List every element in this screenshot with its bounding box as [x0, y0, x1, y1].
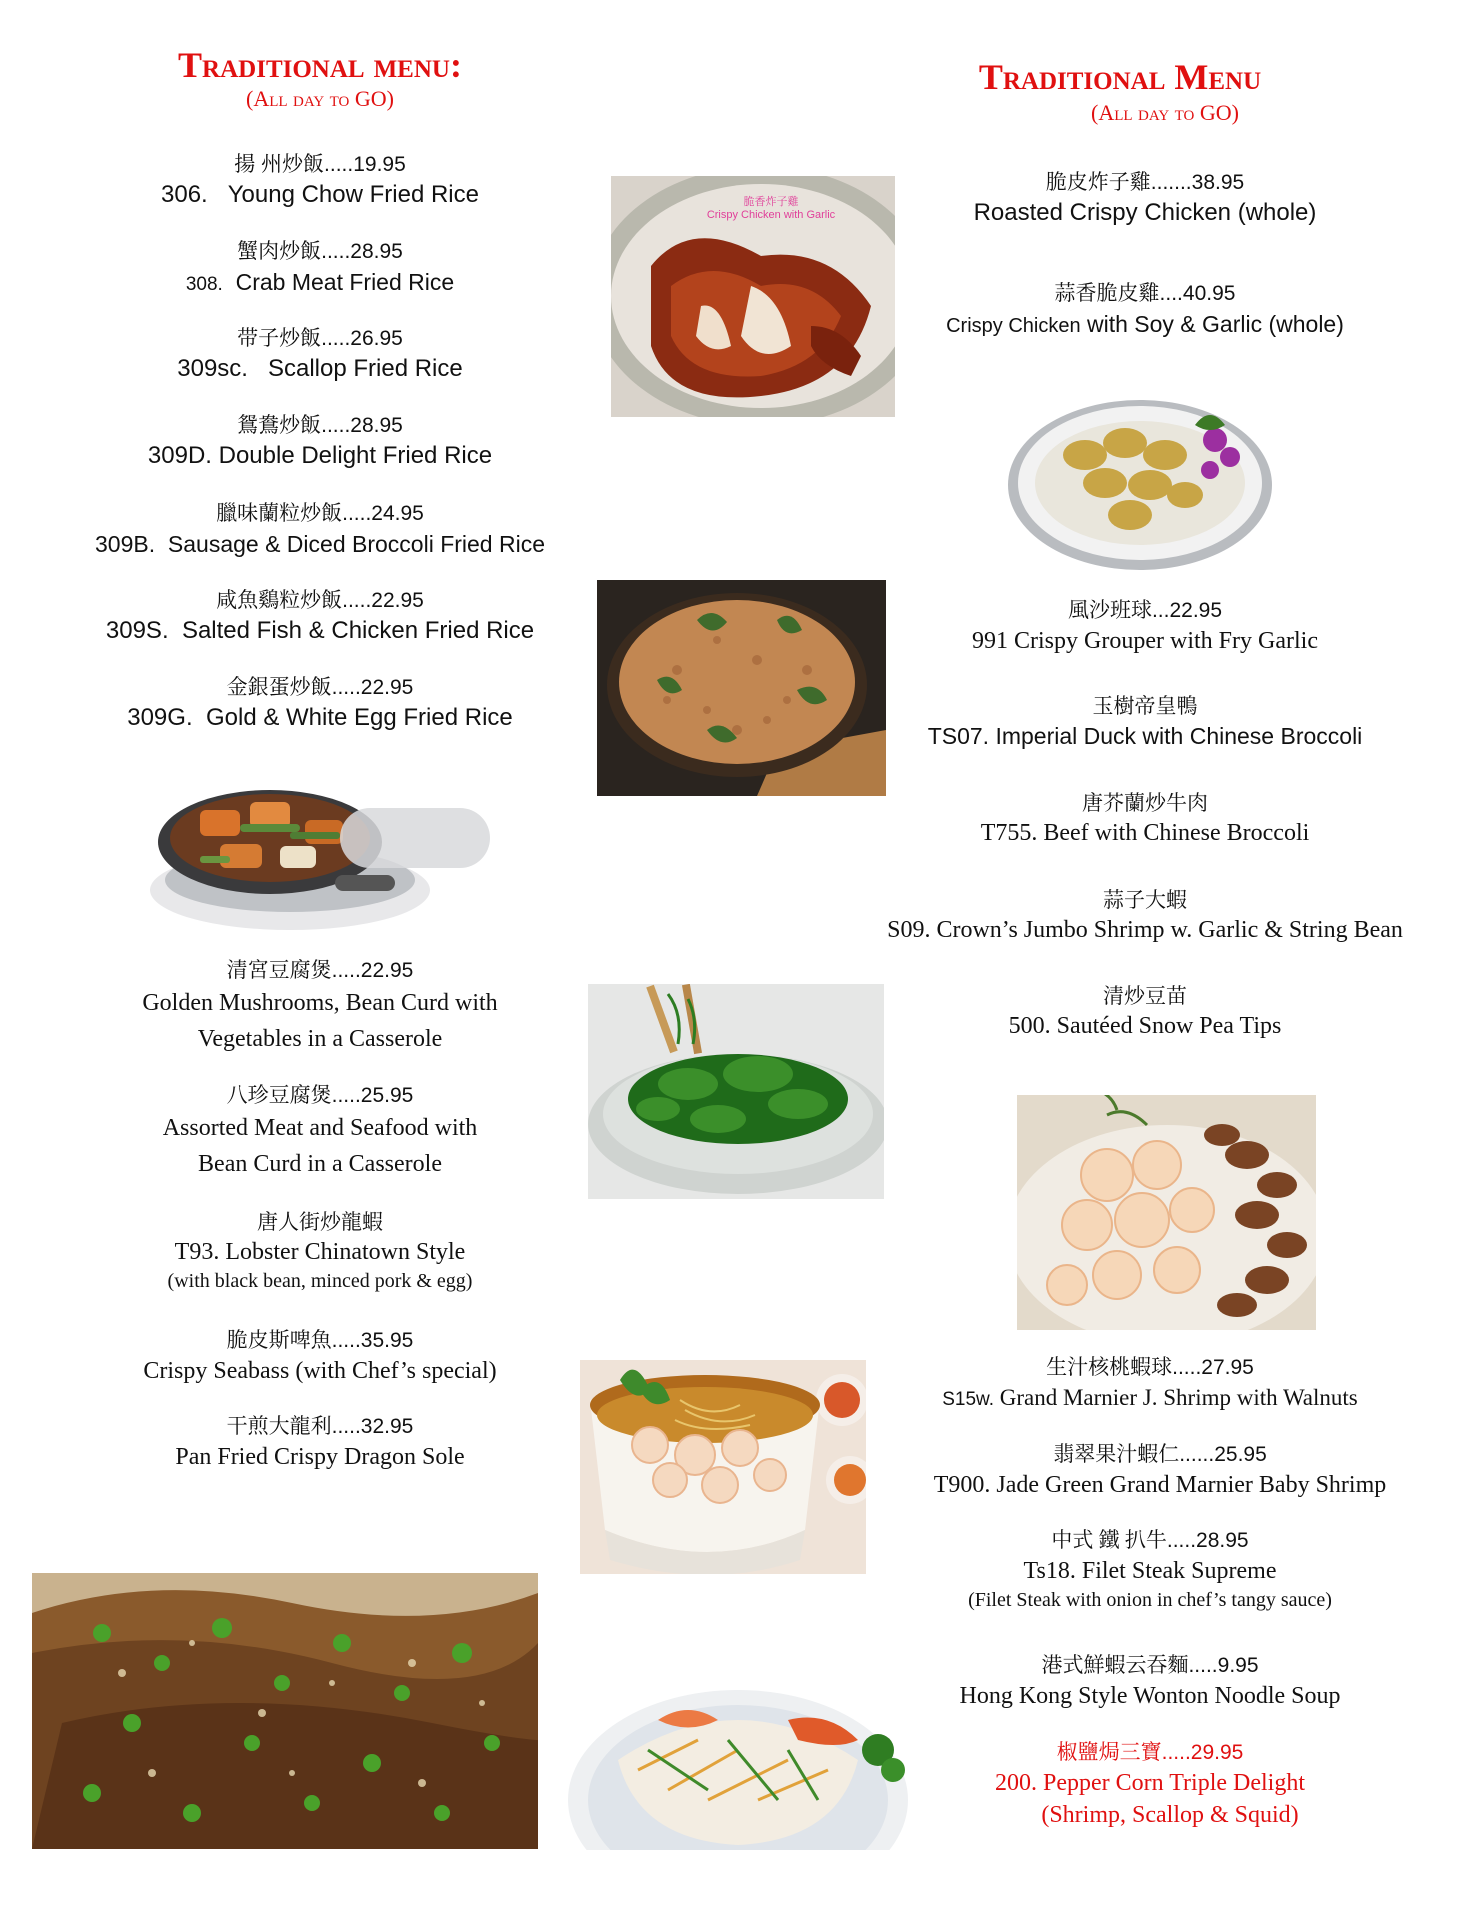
menu-item-309sc [60, 325, 580, 385]
item-name: S09. Crown’s Jumbo Shrimp w. Garlic & String Bean [887, 917, 1403, 943]
photo-label-english: Crispy Chicken with Garlic [706, 209, 836, 221]
wonton-soup-photo [580, 1360, 866, 1574]
item-price: .....27.95 [1172, 1356, 1254, 1379]
item-name-part1: Crispy Chicken [946, 315, 1081, 337]
crispy-chicken-photo [611, 176, 895, 417]
item-code: S15w. [942, 1389, 994, 1410]
item-code: 309S. [105, 617, 169, 644]
item-name: 991 Crispy Grouper with Fry Garlic [972, 628, 1318, 654]
item-name: Roasted Crispy Chicken (whole) [973, 199, 1317, 226]
item-chinese-name: 蒜子大蝦 [1103, 888, 1187, 912]
item-price: .....32.95 [331, 1415, 414, 1438]
menu-item-308 [60, 238, 580, 301]
item-note: (Filet Steak with onion in chef’s tangy sauce) [968, 1589, 1332, 1611]
item-code: 309D. [147, 442, 212, 469]
item-chinese-name: 中式 鐵 扒牛 [1051, 1528, 1167, 1552]
item-chinese-name: 港式鮮蝦云吞麵 [1041, 1653, 1189, 1677]
item-chinese-name: 金銀蛋炒飯 [226, 676, 332, 699]
item-chinese-name: 生汁核桃蝦球 [1046, 1355, 1173, 1379]
item-price: .....19.95 [324, 153, 406, 176]
item-name: Ts18. Filet Steak Supreme [1023, 1558, 1277, 1584]
item-price: .....9.95 [1188, 1654, 1259, 1677]
menu-item-309s [60, 587, 580, 647]
left-menu-subtitle: (All day to GO) [246, 86, 394, 111]
item-name: Hong Kong Style Wonton Noodle Soup [959, 1683, 1341, 1709]
item-chinese-name: 風沙班球 [1067, 598, 1152, 622]
menu-item-dragon-sole [60, 1412, 580, 1473]
right-menu-subtitle: (All day to GO) [1091, 100, 1239, 125]
item-name-line2: Vegetables in a Casserole [197, 1026, 443, 1052]
menu-item-snow-pea-tips [880, 982, 1410, 1042]
item-chinese-name: 鴛鴦炒飯 [237, 414, 322, 437]
item-name: Pan Fried Crispy Dragon Sole [175, 1444, 465, 1470]
item-chinese-name: 八珍豆腐煲 [226, 1083, 332, 1107]
menu-item-309d [60, 412, 580, 472]
item-price: .......38.95 [1150, 171, 1245, 194]
item-name: 500. Sautéed Snow Pea Tips [1008, 1013, 1282, 1039]
item-chinese-name: 清炒豆苗 [1103, 984, 1187, 1008]
triple-delight-photo [558, 1640, 922, 1850]
item-name: Double Delight Fried Rice [218, 442, 493, 469]
left-menu-title: Traditional menu: [178, 45, 462, 85]
item-code: 309G. [127, 704, 193, 731]
item-price: ...22.95 [1151, 599, 1223, 622]
grouper-photo [1005, 385, 1275, 575]
item-chinese-name: 带子炒飯 [237, 327, 322, 350]
menu-item-assorted-casserole [60, 1081, 580, 1182]
item-chinese-name: 清宮豆腐煲 [226, 958, 332, 982]
item-chinese-name: 脆皮斯啤魚 [226, 1328, 332, 1352]
item-price: .....22.95 [342, 589, 424, 612]
item-name: T900. Jade Green Grand Marnier Baby Shrimp [933, 1472, 1387, 1498]
fried-fish-photo [32, 1573, 538, 1849]
item-chinese-name: 椒鹽焗三寶 [1056, 1740, 1162, 1764]
item-name: T755. Beef with Chinese Broccoli [980, 820, 1310, 846]
item-note: (with black bean, minced pork & egg) [167, 1270, 473, 1292]
item-price: .....25.95 [331, 1084, 414, 1107]
pea-tips-photo [588, 984, 884, 1199]
item-name: 200. Pepper Corn Triple Delight [995, 1770, 1305, 1796]
menu-item-pepper-corn-triple-delight [880, 1738, 1420, 1831]
item-price: .....28.95 [321, 414, 403, 437]
walnut-shrimp-photo [1017, 1095, 1316, 1330]
menu-item-wonton-noodle-soup [880, 1651, 1420, 1712]
item-code: 309B. [95, 531, 156, 557]
menu-item-309b [60, 500, 580, 560]
menu-item-306 [60, 151, 580, 211]
item-code: 308. [185, 274, 223, 295]
item-price: .....29.95 [1161, 1741, 1244, 1764]
item-chinese-name: 脆皮炸子雞 [1045, 170, 1151, 194]
item-chinese-name: 唐人街炒龍蝦 [257, 1210, 383, 1234]
item-chinese-name: 玉樹帝皇鴨 [1092, 694, 1198, 718]
menu-item-filet-steak [880, 1526, 1420, 1613]
item-chinese-name: 蒜香脆皮雞 [1054, 281, 1160, 305]
item-chinese-name: 翡翠果汁蝦仁 [1053, 1442, 1180, 1466]
item-name: Crispy Seabass (with Chef’s special) [143, 1358, 497, 1384]
item-code: 306. [161, 181, 208, 208]
menu-item-jade-green-shrimp [880, 1440, 1440, 1501]
item-name: Salted Fish & Chicken Fried Rice [181, 617, 535, 644]
item-price: .....28.95 [321, 240, 403, 263]
menu-item-lobster [60, 1208, 580, 1294]
item-price: .....26.95 [321, 327, 403, 350]
menu-item-jumbo-shrimp [840, 886, 1450, 946]
menu-item-crispy-grouper [880, 596, 1410, 657]
item-name-part2: with Soy & Garlic (whole) [1080, 311, 1344, 337]
item-note: (Shrimp, Scallop & Squid) [1041, 1802, 1299, 1828]
right-menu-title: Traditional Menu [978, 57, 1262, 97]
menu-item-beef-broccoli [880, 789, 1410, 849]
item-name-line1: Golden Mushrooms, Bean Curd with [142, 990, 498, 1016]
item-name: Grand Marnier J. Shrimp with Walnuts [993, 1385, 1358, 1410]
item-chinese-name: 干煎大龍利 [226, 1414, 332, 1438]
item-name: Young Chow Fried Rice [227, 181, 479, 208]
item-chinese-name: 蟹肉炒飯 [237, 240, 322, 263]
item-chinese-name: 咸魚鷄粒炒飯 [216, 589, 343, 612]
item-price: .....24.95 [342, 502, 424, 525]
casserole-photo [140, 780, 500, 930]
fried-rice-photo [597, 580, 886, 796]
item-code: 309sc. [177, 355, 248, 382]
item-price: .....22.95 [331, 959, 414, 982]
item-name: Sausage & Diced Broccoli Fried Rice [167, 531, 545, 557]
item-name: Gold & White Egg Fried Rice [205, 704, 513, 731]
menu-item-golden-mushroom-casserole [60, 956, 580, 1057]
photo-label-chinese: 脆香炸子雞 [743, 196, 799, 208]
item-name-line2: Bean Curd in a Casserole [198, 1151, 442, 1177]
item-price: ....40.95 [1159, 282, 1236, 305]
item-price: .....22.95 [331, 676, 414, 699]
menu-item-309g [60, 674, 580, 734]
item-name: T93. Lobster Chinatown Style [174, 1239, 466, 1265]
item-price: .....28.95 [1166, 1529, 1249, 1552]
item-chinese-name: 唐芥蘭炒牛肉 [1082, 791, 1208, 815]
item-name: TS07. Imperial Duck with Chinese Broccoli [927, 723, 1363, 749]
menu-item-walnut-shrimp [880, 1353, 1420, 1416]
menu-item-seabass [60, 1326, 580, 1387]
menu-item-roasted-crispy-chicken [880, 168, 1410, 229]
item-chinese-name: 揚 州炒飯 [234, 153, 325, 176]
item-price: .....35.95 [331, 1329, 414, 1352]
item-chinese-name: 臘味蘭粒炒飯 [216, 502, 343, 525]
item-price: ......25.95 [1179, 1443, 1267, 1466]
item-name-line1: Assorted Meat and Seafood with [162, 1115, 478, 1141]
item-name: Crab Meat Fried Rice [235, 269, 455, 295]
menu-item-crispy-chicken-soy-garlic [880, 279, 1410, 342]
menu-item-imperial-duck [880, 692, 1410, 752]
item-name: Scallop Fried Rice [267, 355, 463, 382]
